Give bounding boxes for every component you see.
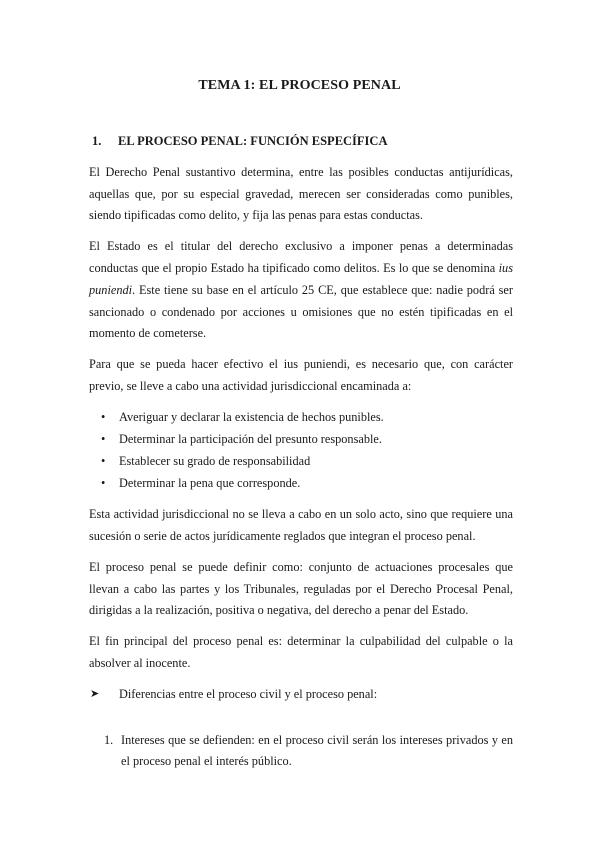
arrow-bullet-icon: ➤ bbox=[90, 687, 100, 700]
activity-list bbox=[89, 407, 513, 495]
ius-puniendi-term: ius puniendi bbox=[89, 260, 513, 297]
bullet-icon: • bbox=[101, 409, 106, 424]
section-heading-text: EL PROCESO PENAL: FUNCIÓN ESPECÍFICA bbox=[118, 134, 388, 148]
paragraph-5: El proceso penal se puede definir como: conjunto de actuaciones procesales que llevan a cabo las partes y los Tribunales, reguladas por el Derecho Procesal Penal, dirigidas a la realización, positiva o negativa, del derecho a penar del Estado. bbox=[89, 559, 513, 618]
list-item-text: Establecer su grado de responsabilidad bbox=[119, 454, 311, 469]
arrow-list-item-text: Diferencias entre el proceso civil y el proceso penal: bbox=[119, 686, 378, 701]
paragraph-2-part-a: El Estado es el titular del derecho exclusivo a imponer penas a determinadas conductas que el propio Estado ha tipificado como delitos. Es lo que se denomina bbox=[89, 239, 513, 275]
paragraph-1: El Derecho Penal sustantivo determina, entre las posibles conductas antijurídicas, aquellas que, por su especial gravedad, merecen ser consideradas como punibles, siendo tipificadas como delito, y fija las penas para estas conductas. bbox=[89, 164, 513, 223]
paragraph-2 bbox=[89, 236, 513, 345]
document-body bbox=[89, 131, 513, 773]
paragraph-4: Esta actividad jurisdiccional no se lleva a cabo en un solo acto, sino que requiere una sucesión o serie de actos jurídicamente reglados que integran el proceso penal. bbox=[89, 507, 513, 543]
section-number: 1. bbox=[92, 134, 102, 148]
paragraph-3: Para que se pueda hacer efectivo el ius puniendi, es necesario que, con carácter previo, se lleve a cabo una actividad jurisdiccional encaminada a: bbox=[89, 357, 513, 393]
list-item-text: Determinar la participación del presunto responsable. bbox=[119, 431, 382, 446]
list-item-text: Averiguar y declarar la existencia de hechos punibles. bbox=[119, 409, 384, 424]
list-item-text: Determinar la pena que corresponde. bbox=[119, 476, 301, 491]
bullet-icon: • bbox=[101, 476, 106, 491]
section-heading bbox=[89, 131, 513, 153]
bullet-icon: • bbox=[101, 431, 106, 446]
list-item bbox=[89, 473, 513, 495]
arrow-list-item bbox=[89, 684, 513, 706]
paragraph-2-part-b: . Este tiene su base en el artículo 25 CE, que establece que: nadie podrá ser sancionado o condenado por acciones u omisiones que no estén tipificadas en el momento de cometerse. bbox=[89, 282, 513, 341]
list-item bbox=[89, 407, 513, 429]
numbered-item-text: Intereses que se defienden: en el proceso civil serán los intereses privados y en el proceso penal el interés público. bbox=[121, 732, 513, 769]
paragraph-6: El fin principal del proceso penal es: determinar la culpabilidad del culpable o la absolver al inocente. bbox=[89, 634, 513, 670]
document-title: TEMA 1: EL PROCESO PENAL bbox=[198, 78, 401, 93]
list-item bbox=[89, 429, 513, 451]
item-number: 1. bbox=[104, 732, 114, 747]
bullet-icon: • bbox=[101, 454, 106, 469]
numbered-list-item bbox=[89, 730, 513, 774]
list-item bbox=[89, 451, 513, 473]
